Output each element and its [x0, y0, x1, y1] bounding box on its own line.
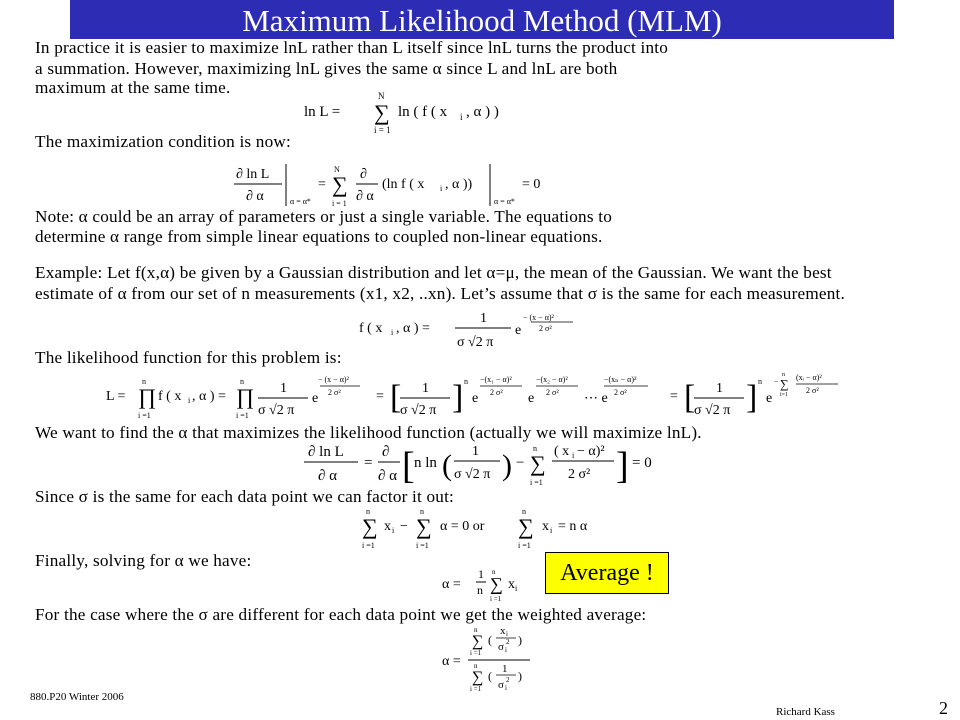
svg-text:]: ] [452, 379, 464, 416]
svg-text:e: e [312, 391, 319, 406]
equation-derivative [302, 438, 672, 488]
slide-title: Maximum Likelihood Method (MLM) [70, 0, 894, 39]
svg-text:, α )): , α )) [445, 177, 473, 192]
paragraph-5: Note: α could be an array of parameters or just a single variable. The equations to [35, 207, 613, 226]
svg-text:−: − [400, 519, 408, 534]
svg-text:n: n [240, 377, 244, 386]
svg-text:i =1: i =1 [490, 595, 502, 603]
paragraph-4: The maximization condition is now: [35, 132, 291, 151]
svg-text:i =1: i =1 [416, 541, 429, 550]
svg-text:−: − [516, 455, 525, 471]
svg-text:n: n [477, 583, 483, 597]
svg-text:[: [ [402, 445, 415, 487]
svg-text:σ √2 π: σ √2 π [694, 403, 731, 418]
equation-maximization [232, 160, 552, 212]
svg-text:n: n [474, 626, 478, 634]
svg-text:∑: ∑ [490, 574, 503, 594]
svg-text:2 σ²: 2 σ² [568, 467, 591, 482]
svg-text:α = 0 or: α = 0 or [440, 519, 485, 534]
svg-text:(: ( [488, 669, 492, 683]
svg-text:i =1: i =1 [470, 649, 482, 657]
svg-text:i: i [460, 112, 463, 122]
svg-text:i: i [550, 526, 553, 535]
svg-text:f ( x: f ( x [359, 321, 383, 336]
equation-weighted-average [440, 622, 550, 702]
svg-text:1: 1 [480, 311, 487, 326]
svg-text:i=1: i=1 [780, 392, 789, 398]
footer-course: 880.P20 Winter 2006 [30, 691, 124, 703]
svg-text:, α ) =: , α ) = [192, 389, 226, 404]
svg-text:): ) [518, 633, 522, 647]
svg-text:∑: ∑ [518, 514, 534, 539]
svg-text:σ √2 π: σ √2 π [454, 467, 491, 482]
svg-text:i =1: i =1 [362, 541, 375, 550]
svg-text:i = 1: i = 1 [332, 199, 347, 208]
svg-text:1: 1 [280, 381, 287, 396]
svg-text:n ln: n ln [414, 455, 437, 471]
paragraph-13: For the case where the σ are different for each data point we get the weighted average: [35, 605, 647, 624]
svg-text:i: i [505, 684, 507, 692]
svg-text:∏: ∏ [138, 384, 157, 409]
svg-text:x: x [542, 519, 549, 534]
svg-text:(xᵢ − α)²: (xᵢ − α)² [796, 373, 822, 382]
paragraph-1: In practice it is easier to maximize lnL rather than L itself since lnL turns the product into [35, 38, 669, 57]
svg-text:x: x [384, 519, 391, 534]
svg-text:σ √2 π: σ √2 π [258, 403, 295, 418]
svg-text:= n α: = n α [558, 519, 588, 534]
svg-text:2 σ²: 2 σ² [614, 388, 627, 397]
svg-text:1: 1 [502, 663, 508, 675]
svg-text:n: n [366, 507, 370, 516]
svg-text:∑: ∑ [530, 451, 546, 476]
equation-likelihood [104, 362, 874, 422]
svg-text:α =: α = [442, 654, 461, 669]
svg-text:n: n [522, 507, 526, 516]
paragraph-7: Example: Let f(x,α) be given by a Gaussian distribution and let α=μ, the mean of the Gaussian. We want the best [35, 263, 832, 282]
equation-log-likelihood [300, 88, 510, 136]
svg-text:i: i [392, 526, 395, 535]
svg-text:[: [ [684, 379, 696, 416]
svg-text:): ) [502, 449, 512, 482]
svg-text:f ( x: f ( x [158, 389, 182, 404]
paragraph-6: determine α range from simple linear equations to coupled non-linear equations. [35, 227, 603, 246]
svg-text:2 σ²: 2 σ² [539, 324, 552, 333]
paragraph-11: Since σ is the same for each data point we can factor it out: [35, 487, 455, 506]
svg-text:2 σ²: 2 σ² [490, 388, 503, 397]
svg-text:∑: ∑ [332, 172, 348, 197]
svg-text:∂ ln L: ∂ ln L [308, 444, 344, 460]
svg-text:∑: ∑ [780, 377, 789, 391]
svg-text:e: e [766, 391, 773, 406]
svg-text:=: = [670, 389, 678, 404]
svg-text:i =1: i =1 [138, 411, 151, 420]
svg-text:σ: σ [498, 679, 504, 691]
svg-text:i: i [505, 646, 507, 654]
paragraph-9: The likelihood function for this problem is: [35, 348, 342, 367]
svg-text:x: x [500, 625, 506, 637]
svg-text:σ √2 π: σ √2 π [400, 403, 437, 418]
svg-text:i: i [391, 328, 394, 337]
svg-text:− α)²: − α)² [577, 444, 605, 459]
svg-text:ln ( f ( x: ln ( f ( x [398, 104, 448, 120]
svg-text:2 σ²: 2 σ² [328, 388, 341, 397]
svg-text:n: n [464, 377, 468, 386]
svg-text:i: i [572, 451, 575, 460]
svg-text:(ln f ( x: (ln f ( x [382, 177, 425, 192]
svg-text:]: ] [746, 379, 758, 416]
svg-text:−(x₂ − α)²: −(x₂ − α)² [536, 375, 568, 384]
paragraph-12: Finally, solving for α we have: [35, 551, 252, 570]
svg-text:1: 1 [716, 381, 723, 396]
svg-text:= 0: = 0 [522, 177, 541, 192]
svg-text:i =1: i =1 [470, 685, 482, 693]
svg-text:∂: ∂ [382, 444, 390, 460]
svg-text:− (x − α)²: − (x − α)² [523, 313, 554, 322]
svg-text:L =: L = [106, 389, 126, 404]
svg-text:i: i [515, 584, 518, 593]
svg-text:−: − [774, 377, 779, 386]
svg-text:= 0: = 0 [632, 455, 652, 471]
svg-text:⋯ e: ⋯ e [584, 391, 608, 406]
svg-text:=: = [364, 455, 373, 471]
svg-text:∂ α: ∂ α [378, 468, 398, 484]
svg-text:[: [ [390, 379, 402, 416]
svg-text:∂ α: ∂ α [356, 189, 374, 204]
svg-text:=: = [318, 177, 326, 192]
svg-text:∑: ∑ [416, 514, 432, 539]
svg-text:− (x − α)²: − (x − α)² [318, 375, 349, 384]
svg-text:, α ) =: , α ) = [396, 321, 430, 336]
paragraph-10: We want to find the α that maximizes the likelihood function (actually we will maximize lnL). [35, 423, 702, 442]
svg-text:e: e [528, 391, 535, 406]
svg-text:n: n [533, 444, 537, 453]
svg-text:2 σ²: 2 σ² [546, 388, 559, 397]
svg-text:−(x₁ − α)²: −(x₁ − α)² [480, 375, 512, 384]
svg-text:=: = [376, 389, 384, 404]
svg-text:n: n [758, 377, 762, 386]
svg-text:i = 1: i = 1 [374, 125, 391, 135]
svg-text:e: e [515, 323, 522, 338]
svg-text:i: i [188, 396, 191, 405]
svg-text:∑: ∑ [362, 514, 378, 539]
svg-text:α = α*: α = α* [290, 197, 311, 206]
equation-average [440, 562, 550, 606]
paragraph-3: maximum at the same time. [35, 78, 231, 97]
svg-text:e: e [472, 391, 479, 406]
svg-text:α =: α = [442, 577, 461, 592]
svg-text:∂: ∂ [360, 167, 367, 182]
svg-text:1: 1 [472, 444, 479, 459]
footer-author: Richard Kass [776, 706, 835, 718]
page-number: 2 [939, 698, 948, 718]
svg-text:∑: ∑ [472, 669, 484, 686]
svg-text:∑: ∑ [472, 633, 484, 650]
svg-text:): ) [518, 669, 522, 683]
svg-text:( x: ( x [554, 444, 570, 459]
svg-text:n: n [474, 662, 478, 670]
svg-text:1: 1 [478, 567, 484, 581]
svg-text:n: n [142, 377, 146, 386]
svg-text:σ √2 π: σ √2 π [457, 335, 494, 350]
svg-text:∂ α: ∂ α [246, 189, 264, 204]
svg-text:, α ) ): , α ) ) [466, 104, 499, 120]
svg-text:∂ α: ∂ α [318, 468, 338, 484]
svg-text:i: i [440, 184, 443, 193]
svg-text:2: 2 [506, 676, 510, 684]
svg-text:∏: ∏ [236, 384, 255, 409]
equation-gaussian [355, 302, 595, 352]
svg-text:i =1: i =1 [236, 411, 249, 420]
svg-text:i =1: i =1 [530, 478, 543, 487]
svg-text:]: ] [616, 445, 629, 487]
svg-text:(: ( [442, 449, 452, 482]
equation-factor-out [360, 504, 640, 552]
svg-text:ln L =: ln L = [304, 104, 341, 120]
svg-text:i: i [506, 630, 508, 638]
svg-text:2 σ²: 2 σ² [806, 386, 819, 395]
svg-text:i =1: i =1 [518, 541, 531, 550]
svg-text:n: n [782, 372, 785, 378]
svg-text:n: n [492, 568, 496, 576]
average-callout: Average ! [545, 552, 669, 594]
svg-text:−(xₙ − α)²: −(xₙ − α)² [604, 375, 637, 384]
svg-text:α = α*: α = α* [494, 197, 515, 206]
svg-text:σ: σ [498, 641, 504, 653]
svg-text:(: ( [488, 633, 492, 647]
svg-text:n: n [420, 507, 424, 516]
svg-text:N: N [334, 165, 340, 174]
paragraph-8: estimate of α from our set of n measurements (x1, x2, ..xn). Let’s assume that σ is the same for each measurement. [35, 284, 845, 303]
paragraph-2: a summation. However, maximizing lnL gives the same α since L and lnL are both [35, 59, 618, 78]
svg-text:1: 1 [422, 381, 429, 396]
svg-text:∑: ∑ [374, 100, 390, 125]
svg-text:2: 2 [506, 638, 510, 646]
svg-text:∂ ln L: ∂ ln L [236, 167, 270, 182]
svg-text:x: x [508, 577, 515, 592]
svg-text:N: N [378, 91, 385, 101]
